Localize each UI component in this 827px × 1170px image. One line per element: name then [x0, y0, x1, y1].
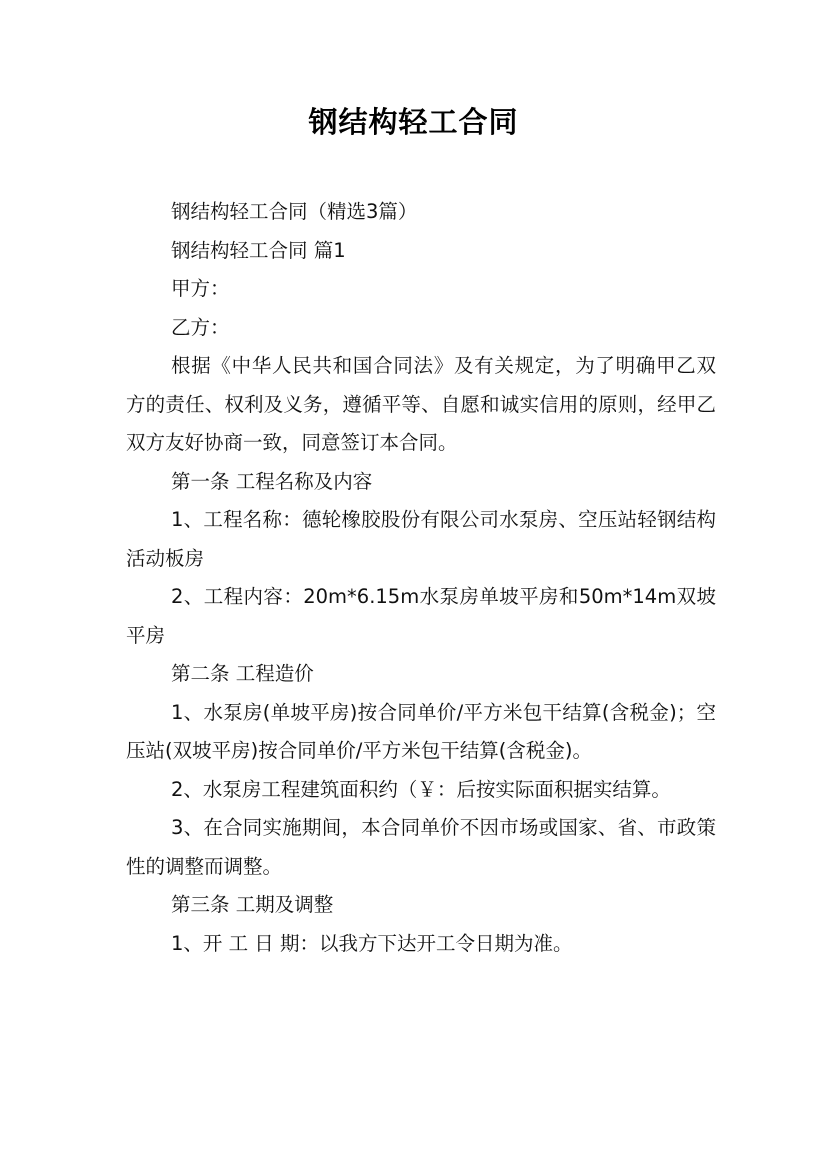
article-1-clause-1: 1、工程名称：德轮橡胶股份有限公司水泵房、空压站轻钢结构活动板房	[126, 508, 716, 570]
section-heading: 钢结构轻工合同 篇1	[171, 238, 346, 262]
document-body	[126, 193, 716, 963]
party-b-line: 乙方：	[171, 315, 230, 339]
article-2-heading: 第二条 工程造价	[171, 662, 314, 685]
article-3-clause-1: 1、开 工 日 期：以我方下达开工令日期为准。	[171, 931, 573, 955]
article-2-clause-1: 1、水泵房(单坡平房)按合同单价/平方米包干结算(含税金)；空压站(双坡平房)按合同单价/平方米包干结算(含税金)。	[126, 700, 716, 762]
party-a-line: 甲方：	[171, 277, 230, 300]
subtitle-paragraph: 钢结构轻工合同（精选3篇）	[171, 200, 418, 223]
preamble-paragraph: 根据《中华人民共和国合同法》及有关规定，为了明确甲乙双方的责任、权利及义务，遵循平等、自愿和诚实信用的原则，经甲乙双方友好协商一致，同意签订本合同。	[126, 354, 716, 454]
article-1-clause-2: 2、工程内容：20m*6.15m水泵房单坡平房和50m*14m双坡平房	[126, 585, 716, 647]
article-2-clause-2: 2、水泵房工程建筑面积约（￥：后按实际面积据实结算。	[171, 777, 671, 801]
article-3-heading: 第三条 工期及调整	[171, 893, 334, 916]
document-title: 钢结构轻工合同	[308, 105, 519, 139]
article-2-clause-3: 3、在合同实施期间，本合同单价不因市场或国家、省、市政策性的调整而调整。	[126, 816, 716, 878]
article-1-heading: 第一条 工程名称及内容	[171, 469, 373, 493]
